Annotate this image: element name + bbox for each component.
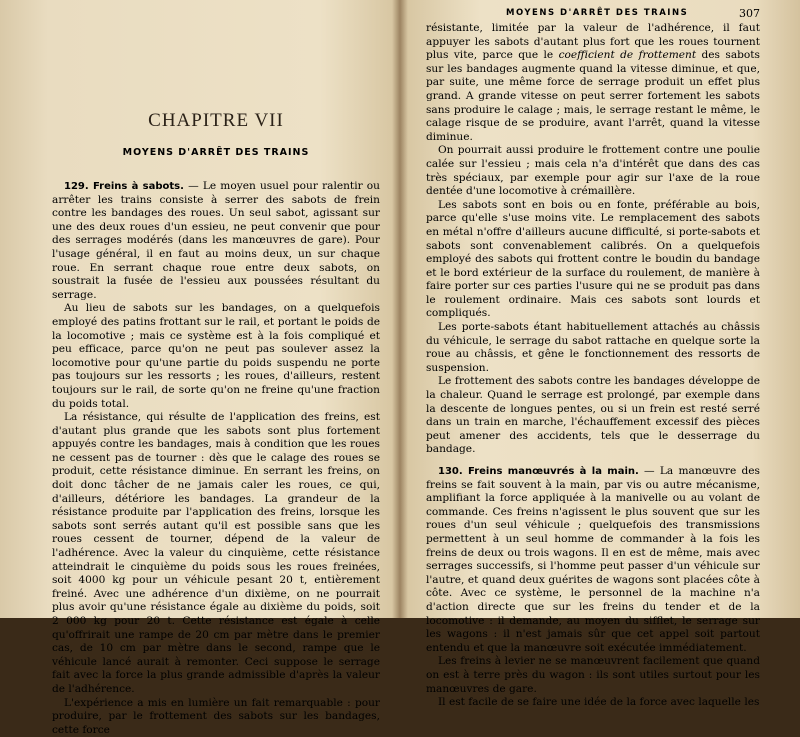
paragraph: La résistance, qui résulte de l'application des freins, est d'autant plus grande que les sabots sont plus fortement appuyés contre les bandages, mais à condition que les roues ne cessent pas de tourner : dès que le calage des roues se produit, cette résistance diminue. En serrant les freins, on doit donc tâcher de ne jamais caler les roues, ce qui, d'ailleurs, détériore les bandages. La grandeur de la résistance produite par l'application des freins, lorsque les sabots sont serrés autant qu'il est possible sans que les roues cessent de tourner, dépend de la valeur de l'adhérence. Avec la valeur du cinquième, cette résistance atteindrait le cinquième du poids sous les roues freinées, soit 4000 kg pour un véhicule pesant 20 t, entièrement freiné. Avec une adhérence d'un dixième, on ne pourrait plus avoir qu'une résistance égale au dixième du poids, soit 2 000 kg pour 20 t. Cette résistance est égale à celle qu'offrirait une rampe de 20 cm par mètre dans le premier cas, de 10 cm par mètre dans le second, rampe que le véhicule lancé aurait à remonter. Ceci suppose le serrage fait avec la force la plus grande admissible d'après la valeur de l'adhérence. <box>52 411 380 695</box>
section-130-heading: 130. Freins manœuvrés à la main. <box>438 466 639 477</box>
paragraph: L'expérience a mis en lumière un fait remarquable : pour produire, par le frottement des sabots sur les bandages, cette force <box>52 696 380 736</box>
left-page-text <box>52 180 380 737</box>
paragraph: On pourrait aussi produire le frottement contre une poulie calée sur l'essieu ; mais cela n'a d'intérêt que dans des cas très spéciaux, par exemple pour agir sur l'axe de la roue dentée d'une locomotive à crémaillère. <box>426 144 760 198</box>
paragraph: Les sabots sont en bois ou en fonte, préférable au bois, parce qu'elle s'use moins vite. Le remplacement des sabots en métal n'offre d'ailleurs aucune difficulté, si porte-sabots et sabots sont convenablement calibrés. On a quelquefois employé des sabots qui frottent contre le boudin du bandage et le bord extérieur de la surface du roulement, de manière à faire porter sur ces parties l'usure qui ne se produit pas dans le roulement ordinaire. Mais ces sabots sont lourds et compliqués. <box>426 198 760 320</box>
paragraph: résistante, limitée par la valeur de l'adhérence, il faut appuyer les sabots d'autant plus fort que les roues tournent plus vite, parce que le coefficient de frottement des sabots sur les bandages augmente quand la vitesse diminue, et que, par suite, une même force de serrage produit un effet plus grand. A grande vitesse on peut serrer fortement les sabots sans produire le calage ; mais, le serrage restant le même, le calage risque de se produire, avant l'arrêt, quand la vitesse diminue. <box>426 22 760 143</box>
section-129-heading: 129. Freins à sabots. <box>64 181 184 192</box>
chapter-title: CHAPITRE VII <box>148 110 284 131</box>
running-head-title: MOYENS D'ARRÊT DES TRAINS <box>506 8 689 18</box>
section-130-paragraph: 130. Freins manœuvrés à la main. — La manœuvre des freins se fait souvent à la main, par vis ou autre mécanisme, amplifiant la force appliquée à la manivelle ou au volant de commande. Ces freins n'agissent le plus souvent que sur les roues d'un seul véhicule ; quelquefois des transmissions permettent à un seul homme de commander à la fois les freins de deux ou trois wagons. Il en est de même, mais avec serrages successifs, si l'homme peut passer d'un véhicule sur l'autre, et quand deux guérites de wagons sont placées côte à côte. Avec ce système, le personnel de la machine n'a d'action directe que sur les freins du tender et de la locomotive : il demande, au moyen du sifflet, le serrage sur les wagons : il n'est jamais sûr que cet appel soit partout entendu et que la manœuvre soit exécutée immédiatement. <box>426 465 760 654</box>
section-129-paragraph: 129. Freins à sabots. — Le moyen usuel pour ralentir ou arrêter les trains consiste à serrer des sabots de frein contre les bandages des roues. Un seul sabot, agissant sur une des deux roues d'un essieu, ne peut convenir que pour des serrages modérés (dans les manœuvres de gare). Pour l'usage général, il en faut au moins deux, un sur chaque roue. En serrant chaque roue entre deux sabots, on soustrait la fusée de l'essieu aux poussées résultant du serrage. <box>52 180 381 301</box>
paragraph: Les freins à levier ne se manœuvrent facilement que quand on est à terre près du wagon : ils sont utiles surtout pour les manœuvres de gare. <box>426 655 760 695</box>
paragraph: Le frottement des sabots contre les bandages développe de la chaleur. Quand le serrage est prolongé, par exemple dans la descente de longues pentes, ou si un frein est resté serré dans un train en marche, l'échauffement excessif des pièces peut amener des accidents, tels que le desserrage du bandage. <box>426 375 760 456</box>
paragraph: Au lieu de sabots sur les bandages, on a quelquefois employé des patins frottant sur le rail, et portant le poids de la locomotive ; mais ce système est à la fois compliqué et peu efficace, parce qu'on ne peut pas soulever assez la locomotive pour qu'une partie du poids suspendu ne porte pas toujours sur les ressorts ; les roues, d'ailleurs, restent toujours sur le rail, de sorte qu'on ne freine qu'une fraction du poids total. <box>52 302 380 410</box>
paragraph: Les porte-sabots étant habituellement attachés au châssis du véhicule, le serrage du sabot rattache en quelque sorte la roue au châssis, et gêne le fonctionnement des ressorts de suspension. <box>426 321 760 374</box>
chapter-subtitle: MOYENS D'ARRÊT DES TRAINS <box>122 147 310 158</box>
right-page-text <box>426 22 760 710</box>
running-header <box>426 8 760 22</box>
page-number: 307 <box>739 7 760 20</box>
paragraph: Il est facile de se faire une idée de la force avec laquelle les <box>438 696 760 709</box>
